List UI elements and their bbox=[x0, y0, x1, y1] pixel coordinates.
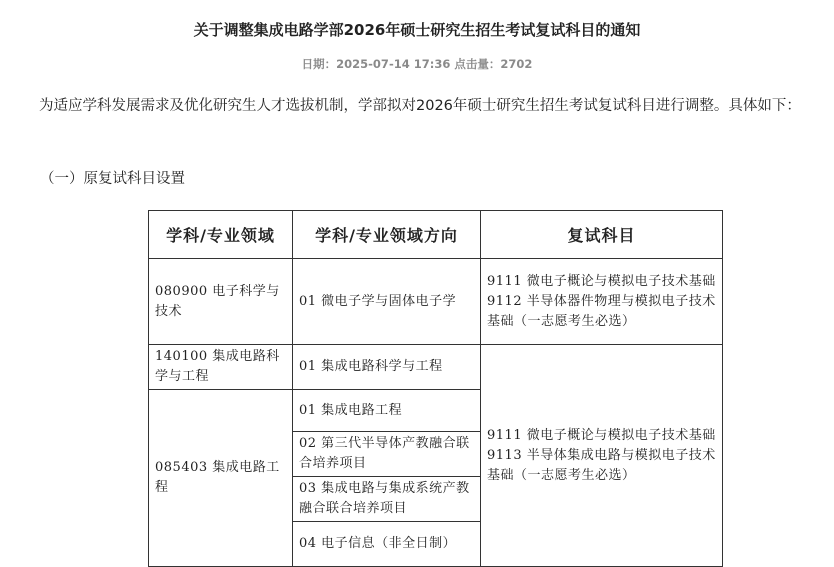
header-discipline: 学科/专业领域 bbox=[149, 211, 293, 259]
subjects-cell bbox=[481, 345, 723, 567]
subjects-cell bbox=[481, 259, 723, 345]
section-heading: （一）原复试科目设置 bbox=[40, 171, 185, 187]
direction-cell: 03 集成电路与集成系统产教融合联合培养项目 bbox=[293, 477, 481, 522]
discipline-cell: 080900 电子科学与技术 bbox=[149, 259, 293, 345]
discipline-cell: 140100 集成电路科学与工程 bbox=[149, 345, 293, 390]
subjects-table bbox=[148, 210, 723, 567]
subject-line: 9111 微电子概论与模拟电子技术基础 bbox=[487, 427, 716, 443]
intro-paragraph: 为适应学科发展需求及优化研究生人才选拔机制，学部拟对2026年硕士研究生招生考试复试科目进行调整。具体如下： bbox=[39, 98, 801, 114]
table-header-row bbox=[149, 211, 723, 259]
direction-cell: 01 集成电路工程 bbox=[293, 390, 481, 432]
article-meta: 日期：2025-07-14 17:36 点击量：2702 bbox=[301, 57, 533, 71]
subject-line: 9111 微电子概论与模拟电子技术基础 bbox=[487, 273, 716, 289]
article-title: 关于调整集成电路学部2026年硕士研究生招生考试复试科目的通知 bbox=[193, 21, 641, 39]
direction-cell: 02 第三代半导体产教融合联合培养项目 bbox=[293, 432, 481, 477]
subject-line: 9112 半导体器件物理与模拟电子技术基础（一志愿考生必选） bbox=[487, 293, 716, 329]
table-row bbox=[149, 259, 723, 345]
header-subjects: 复试科目 bbox=[481, 211, 723, 259]
subject-line: 9113 半导体集成电路与模拟电子技术基础（一志愿考生必选） bbox=[487, 447, 716, 483]
direction-cell: 01 集成电路科学与工程 bbox=[293, 345, 481, 390]
discipline-cell: 085403 集成电路工程 bbox=[149, 390, 293, 567]
header-direction: 学科/专业领域方向 bbox=[293, 211, 481, 259]
direction-cell: 01 微电子学与固体电子学 bbox=[293, 259, 481, 345]
direction-cell: 04 电子信息（非全日制） bbox=[293, 522, 481, 567]
table-row bbox=[149, 345, 723, 390]
